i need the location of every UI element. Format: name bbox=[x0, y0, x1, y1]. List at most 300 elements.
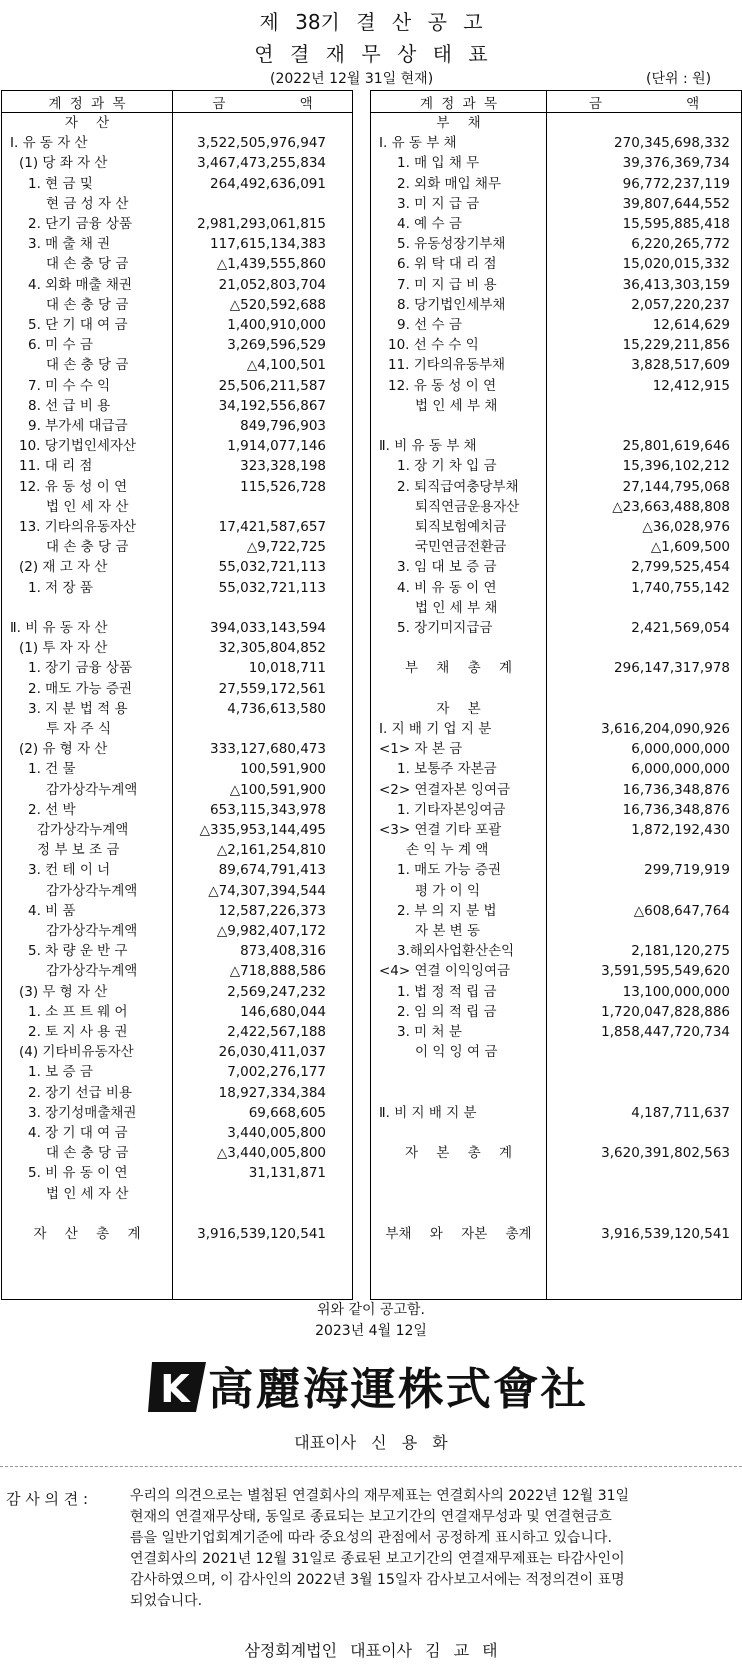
statement-title: 연 결 재 무 상 태 표 bbox=[254, 42, 488, 66]
amount-value: 32,305,804,852 bbox=[218, 640, 326, 657]
asset-row bbox=[2, 436, 352, 457]
amount-value: 2,981,293,061,815 bbox=[197, 216, 326, 232]
col-account-header: 계 정 과 목 bbox=[48, 96, 126, 112]
asset-row bbox=[2, 1103, 352, 1124]
amount-value: 6,000,000,000 bbox=[631, 761, 730, 778]
account-name: 2. 임 의 적 립 금 bbox=[397, 1003, 497, 1020]
liability-row bbox=[371, 840, 741, 861]
asset-row bbox=[2, 941, 352, 962]
account-name: Ⅰ. 유 동 자 산 bbox=[10, 135, 88, 152]
liability-row bbox=[371, 780, 741, 801]
account-name: 5. 차 량 운 반 구 bbox=[28, 943, 128, 960]
account-name: 2. 장기 선급 비용 bbox=[28, 1084, 132, 1101]
account-name: 3. 매 출 채 권 bbox=[28, 236, 111, 253]
account-name: 9. 선 수 금 bbox=[397, 317, 462, 333]
account-name: 3. 지 분 법 적 용 bbox=[28, 700, 128, 717]
liability-row bbox=[371, 396, 741, 417]
amount-value: △718,888,586 bbox=[229, 963, 326, 980]
ceo-signature: 대표이사 신 용 화 bbox=[294, 1433, 448, 1452]
amount-value: 3,467,473,255,834 bbox=[197, 155, 326, 172]
col-amount-header: 금 액 bbox=[588, 96, 700, 112]
liability-row bbox=[371, 901, 741, 922]
liability-row bbox=[371, 618, 741, 639]
asset-row bbox=[2, 517, 352, 538]
amount-value: 3,828,517,609 bbox=[631, 357, 730, 374]
amount-value: △100,591,900 bbox=[229, 781, 326, 798]
account-name: Ⅱ. 비 유 동 자 산 bbox=[10, 620, 108, 636]
account-name: 12. 유 동 성 이 연 bbox=[19, 478, 128, 495]
asset-row bbox=[2, 1204, 352, 1225]
asset-row bbox=[2, 921, 352, 942]
amount-value: 394,033,143,594 bbox=[210, 620, 326, 636]
liability-row bbox=[371, 860, 741, 881]
amount-value: 296,147,317,978 bbox=[614, 660, 730, 677]
liability-row bbox=[371, 1022, 741, 1043]
liability-row bbox=[371, 295, 741, 316]
amount-value: △520,592,688 bbox=[229, 296, 326, 313]
account-name: 법 인 세 부 채 bbox=[415, 599, 498, 616]
account-name: 부 채 총 계 bbox=[404, 660, 513, 677]
amount-value: 4,736,613,580 bbox=[227, 700, 326, 717]
amount-value: 39,376,369,734 bbox=[622, 155, 730, 172]
asset-row bbox=[2, 961, 352, 982]
amount-value: 27,559,172,561 bbox=[218, 680, 326, 697]
liability-row bbox=[371, 739, 741, 760]
separator-line bbox=[0, 1466, 742, 1467]
account-name: 법 인 세 자 산 bbox=[46, 1185, 129, 1202]
account-name: 퇴직연금운용자산 bbox=[415, 498, 520, 515]
liability-row bbox=[371, 1143, 741, 1164]
account-name: 현 금 성 자 산 bbox=[46, 195, 129, 212]
asset-row bbox=[2, 1123, 352, 1144]
company-logo bbox=[148, 1356, 598, 1418]
liability-row bbox=[371, 1103, 741, 1124]
asset-row bbox=[2, 1042, 352, 1063]
amount-value: 4,187,711,637 bbox=[631, 1104, 730, 1121]
asset-row bbox=[2, 1002, 352, 1023]
amount-value: 12,412,915 bbox=[652, 377, 730, 394]
account-name: 11. 대 리 점 bbox=[19, 458, 93, 475]
account-name: 2. 토 지 사 용 권 bbox=[28, 1024, 128, 1040]
amount-value: 3,522,505,976,947 bbox=[197, 135, 326, 152]
liability-row bbox=[371, 578, 741, 599]
asset-row bbox=[2, 860, 352, 881]
amount-value: 34,192,556,867 bbox=[218, 397, 326, 414]
liability-row bbox=[371, 1163, 741, 1184]
asset-row bbox=[2, 456, 352, 477]
account-name: 8. 선 급 비 용 bbox=[28, 397, 111, 414]
amount-value: △9,722,725 bbox=[246, 539, 326, 556]
account-name: Ⅱ. 비 유 동 부 채 bbox=[379, 438, 477, 455]
amount-value: 96,772,237,119 bbox=[622, 175, 730, 192]
liability-row bbox=[371, 194, 741, 215]
account-name: 11. 기타의유동부채 bbox=[388, 357, 506, 374]
liability-row bbox=[371, 719, 741, 740]
asset-row bbox=[2, 396, 352, 417]
account-name: 법 인 세 부 채 bbox=[415, 397, 498, 414]
shipping-flag-icon bbox=[148, 1362, 206, 1412]
amount-value: 3,440,005,800 bbox=[227, 1125, 326, 1141]
account-name: 9. 부가세 대급금 bbox=[28, 418, 128, 434]
amount-value: 299,719,919 bbox=[644, 862, 730, 879]
audit-opinion-line: 현재의 연결재무상태, 동일로 종료되는 보고기간의 연결재무성과 및 연결현금흐 bbox=[130, 1509, 612, 1525]
account-name: 감가상각누계액 bbox=[37, 822, 129, 838]
asset-row bbox=[2, 355, 352, 376]
asset-row bbox=[2, 1143, 352, 1164]
amount-value: 39,807,644,552 bbox=[622, 195, 730, 212]
amount-value: 55,032,721,113 bbox=[218, 559, 326, 576]
amount-value: 333,127,680,473 bbox=[210, 741, 326, 758]
amount-value: 3,916,539,120,541 bbox=[197, 1226, 326, 1242]
account-name: (2) 재 고 자 산 bbox=[19, 559, 108, 576]
asset-row bbox=[2, 658, 352, 679]
amount-value: 2,422,567,188 bbox=[227, 1024, 326, 1040]
liability-row bbox=[371, 1062, 741, 1083]
amount-value: △36,028,976 bbox=[642, 519, 730, 535]
account-name: 12. 유 동 성 이 연 bbox=[388, 377, 497, 394]
amount-value: 2,569,247,232 bbox=[227, 983, 326, 1000]
account-name: 국민연금전환금 bbox=[415, 539, 507, 556]
asset-row bbox=[2, 477, 352, 498]
account-name: 퇴직보험예치금 bbox=[415, 519, 507, 535]
account-name: 1. 기타자본잉여금 bbox=[397, 801, 506, 818]
liability-row bbox=[371, 436, 741, 457]
account-name: 부 채 bbox=[436, 115, 481, 131]
asset-row bbox=[2, 1184, 352, 1205]
liability-row bbox=[371, 699, 741, 720]
account-name: (1) 투 자 자 산 bbox=[19, 640, 108, 657]
amount-value: 3,269,596,529 bbox=[227, 337, 326, 354]
liability-row bbox=[371, 477, 741, 498]
liability-row bbox=[371, 638, 741, 659]
account-name: 부채 와 자본 총계 bbox=[385, 1226, 532, 1242]
amount-value: 115,526,728 bbox=[240, 478, 326, 495]
assets-table-header bbox=[2, 91, 352, 113]
liabilities-table-header bbox=[371, 91, 741, 113]
amount-value: 15,020,015,332 bbox=[622, 256, 730, 273]
amount-value: 117,615,134,383 bbox=[210, 236, 326, 253]
asset-row bbox=[2, 1224, 352, 1245]
asset-row bbox=[2, 315, 352, 336]
liability-row bbox=[371, 335, 741, 356]
liability-row bbox=[371, 1224, 741, 1245]
asset-row bbox=[2, 557, 352, 578]
liability-row bbox=[371, 537, 741, 558]
liability-row bbox=[371, 133, 741, 154]
account-name: (4) 기타비유동자산 bbox=[19, 1044, 134, 1061]
amount-value: 25,506,211,587 bbox=[218, 377, 326, 394]
asset-row bbox=[2, 133, 352, 154]
account-name: 4. 예 수 금 bbox=[397, 216, 462, 232]
asset-row bbox=[2, 376, 352, 397]
liability-row bbox=[371, 1184, 741, 1205]
account-name: Ⅰ. 지 배 기 업 지 분 bbox=[379, 721, 492, 737]
amount-value: 6,220,265,772 bbox=[631, 236, 730, 253]
svg-text:K: K bbox=[160, 1367, 190, 1411]
liability-row bbox=[371, 254, 741, 275]
amount-value: 873,408,316 bbox=[240, 943, 326, 960]
account-name: 3. 미 지 급 금 bbox=[397, 195, 480, 212]
amount-value: 3,591,595,549,620 bbox=[601, 963, 730, 980]
amount-value: 270,345,698,332 bbox=[614, 135, 730, 152]
account-name: 1. 보 증 금 bbox=[28, 1064, 93, 1081]
liability-row bbox=[371, 497, 741, 518]
col-amount-header: 금 액 bbox=[212, 96, 313, 112]
account-name: 4. 비 품 bbox=[28, 902, 76, 919]
account-name: 자 본 총 계 bbox=[404, 1145, 513, 1162]
amount-value: 21,052,803,704 bbox=[218, 276, 326, 293]
account-name: <3> 연결 기타 포괄 bbox=[379, 822, 502, 838]
notice-date: 2023년 4월 12일 bbox=[315, 1323, 427, 1339]
account-name: (3) 무 형 자 산 bbox=[19, 983, 108, 1000]
account-name: 5. 장기미지급금 bbox=[397, 620, 493, 636]
account-name: 1. 저 장 품 bbox=[28, 579, 93, 596]
amount-value: 1,740,755,142 bbox=[631, 579, 730, 596]
asset-row bbox=[2, 598, 352, 619]
asset-row bbox=[2, 719, 352, 740]
asset-row bbox=[2, 416, 352, 437]
amount-value: 653,115,343,978 bbox=[210, 801, 326, 818]
amount-value: 100,591,900 bbox=[240, 761, 326, 778]
liability-row bbox=[371, 376, 741, 397]
liability-row bbox=[371, 679, 741, 700]
account-name: (2) 유 형 자 산 bbox=[19, 741, 108, 758]
asset-row bbox=[2, 901, 352, 922]
company-name: 高麗海運株式會社 bbox=[208, 1364, 588, 1415]
account-name: 4. 외화 매출 채권 bbox=[28, 276, 132, 293]
account-name: 5. 비 유 동 이 연 bbox=[28, 1165, 128, 1182]
asset-row bbox=[2, 881, 352, 902]
account-name: 3. 컨 테 이 너 bbox=[28, 862, 111, 879]
asset-row bbox=[2, 275, 352, 296]
account-name: 6. 위 탁 대 리 점 bbox=[397, 256, 497, 273]
account-name: 10. 당기법인세자산 bbox=[19, 438, 137, 455]
account-name: 5. 단 기 대 여 금 bbox=[28, 317, 128, 333]
account-name: 대 손 충 당 금 bbox=[46, 357, 129, 374]
account-name: 1. 장 기 차 입 금 bbox=[397, 458, 497, 475]
liability-row bbox=[371, 174, 741, 195]
asset-row bbox=[2, 780, 352, 801]
account-name: 대 손 충 당 금 bbox=[46, 296, 129, 313]
liabilities-equity-table bbox=[370, 90, 742, 1300]
assets-table bbox=[1, 90, 353, 1300]
audit-opinion-text bbox=[130, 1486, 736, 1612]
amount-value: 1,400,910,000 bbox=[227, 317, 326, 333]
account-name: 1. 현 금 및 bbox=[28, 175, 93, 192]
account-name: 1. 보통주 자본금 bbox=[397, 761, 497, 778]
account-name: 2. 외화 매입 채무 bbox=[397, 175, 501, 192]
asset-row bbox=[2, 214, 352, 235]
liability-row bbox=[371, 113, 741, 134]
account-name: 감가상각누계액 bbox=[46, 963, 138, 980]
amount-value: 16,736,348,876 bbox=[622, 781, 730, 798]
account-name: 자 산 총 계 bbox=[33, 1226, 141, 1242]
liability-row bbox=[371, 355, 741, 376]
amount-value: 16,736,348,876 bbox=[622, 801, 730, 818]
liability-row bbox=[371, 416, 741, 437]
amount-value: 17,421,587,657 bbox=[218, 519, 326, 535]
account-name: 1. 장기 금융 상품 bbox=[28, 660, 132, 677]
asset-row bbox=[2, 699, 352, 720]
amount-value: 18,927,334,384 bbox=[218, 1084, 326, 1101]
amount-value: 89,674,791,413 bbox=[218, 862, 326, 879]
liability-row bbox=[371, 658, 741, 679]
amount-value: 31,131,871 bbox=[248, 1165, 326, 1182]
account-name: 3. 미 처 분 bbox=[397, 1024, 462, 1040]
liability-row bbox=[371, 1002, 741, 1023]
account-name: (1) 당 좌 자 산 bbox=[19, 155, 108, 172]
asset-row bbox=[2, 638, 352, 659]
asset-row bbox=[2, 335, 352, 356]
asset-row bbox=[2, 497, 352, 518]
amount-value: 323,328,198 bbox=[240, 458, 326, 475]
amount-value: 3,620,391,802,563 bbox=[601, 1145, 730, 1162]
liability-row bbox=[371, 982, 741, 1003]
amount-value: 849,796,903 bbox=[240, 418, 326, 434]
asset-row bbox=[2, 174, 352, 195]
liability-row bbox=[371, 557, 741, 578]
account-name: 10. 선 수 수 익 bbox=[388, 337, 479, 354]
asset-row bbox=[2, 578, 352, 599]
amount-value: 12,587,226,373 bbox=[218, 902, 326, 919]
asset-row bbox=[2, 759, 352, 780]
amount-value: △74,307,394,544 bbox=[208, 882, 326, 899]
currency-unit: (단위 : 원) bbox=[646, 71, 712, 87]
auditor-signature: 삼정회계법인 대표이사 김 교 태 bbox=[244, 1641, 498, 1660]
account-name: 2. 매도 가능 증권 bbox=[28, 680, 132, 697]
amount-value: 15,396,102,212 bbox=[622, 458, 730, 475]
audit-opinion-line: 우리의 의견으로는 별첨된 연결회사의 재무제표는 연결회사의 2022년 12월 31일 bbox=[130, 1488, 630, 1504]
liability-row bbox=[371, 275, 741, 296]
liability-row bbox=[371, 1083, 741, 1104]
amount-value: 264,492,636,091 bbox=[210, 175, 326, 192]
amount-value: 27,144,795,068 bbox=[622, 478, 730, 495]
amount-value: 2,181,120,275 bbox=[631, 943, 730, 960]
asset-row bbox=[2, 800, 352, 821]
account-name: 정 부 보 조 금 bbox=[37, 842, 120, 859]
account-name: 감가상각누계액 bbox=[46, 923, 138, 939]
amount-value: △9,982,407,172 bbox=[216, 923, 326, 939]
amount-value: △608,647,764 bbox=[633, 902, 730, 919]
account-name: 대 손 충 당 금 bbox=[46, 539, 129, 556]
amount-value: 10,018,711 bbox=[248, 660, 326, 677]
account-name: 감가상각누계액 bbox=[46, 781, 138, 798]
account-name: 4. 장 기 대 여 금 bbox=[28, 1125, 128, 1141]
amount-value: 2,799,525,454 bbox=[631, 559, 730, 576]
asset-row bbox=[2, 153, 352, 174]
asset-row bbox=[2, 537, 352, 558]
liability-row bbox=[371, 214, 741, 235]
liability-row bbox=[371, 820, 741, 841]
amount-value: 2,421,569,054 bbox=[631, 620, 730, 636]
asset-row bbox=[2, 254, 352, 275]
amount-value: 12,614,629 bbox=[652, 317, 730, 333]
account-name: 투 자 주 식 bbox=[46, 721, 112, 737]
account-name: 2. 단기 금융 상품 bbox=[28, 216, 132, 232]
audit-opinion-line: 되었습니다. bbox=[130, 1593, 203, 1609]
account-name: 자 산 bbox=[64, 115, 110, 131]
amount-value: △1,609,500 bbox=[650, 539, 730, 556]
liability-row bbox=[371, 315, 741, 336]
report-date: (2022년 12월 31일 현재) bbox=[270, 71, 434, 87]
amount-value: 2,057,220,237 bbox=[631, 296, 730, 313]
asset-row bbox=[2, 1083, 352, 1104]
liability-row bbox=[371, 1123, 741, 1144]
col-account-header: 계 정 과 목 bbox=[419, 96, 498, 112]
amount-value: 3,916,539,120,541 bbox=[601, 1226, 730, 1242]
liability-row bbox=[371, 961, 741, 982]
liability-row bbox=[371, 153, 741, 174]
account-name: 13. 기타의유동자산 bbox=[19, 519, 137, 535]
account-name: 대 손 충 당 금 bbox=[46, 256, 129, 273]
account-name: 감가상각누계액 bbox=[46, 882, 138, 899]
amount-value: △3,440,005,800 bbox=[216, 1145, 326, 1162]
liability-row bbox=[371, 456, 741, 477]
liability-row bbox=[371, 800, 741, 821]
audit-opinion-line: 름을 일반기업회계기준에 따라 중요성의 관점에서 공정하게 표시하고 있습니다. bbox=[130, 1530, 612, 1546]
liability-row bbox=[371, 598, 741, 619]
asset-row bbox=[2, 982, 352, 1003]
account-name: 6. 미 수 금 bbox=[28, 337, 93, 354]
account-name: 3.해외사업환산손익 bbox=[397, 943, 515, 960]
account-name: 3. 임 대 보 증 금 bbox=[397, 559, 497, 576]
amount-value: 55,032,721,113 bbox=[218, 579, 326, 596]
account-name: <4> 연결 이익잉여금 bbox=[379, 963, 511, 980]
account-name: 4. 비 유 동 이 연 bbox=[397, 579, 497, 596]
amount-value: 1,872,192,430 bbox=[631, 822, 730, 838]
amount-value: 1,858,447,720,734 bbox=[601, 1024, 730, 1040]
asset-row bbox=[2, 234, 352, 255]
audit-opinion-line: 감사하였으며, 이 감사인의 2022년 3월 15일자 감사보고서에는 적정의견이 표명 bbox=[130, 1572, 625, 1588]
amount-value: 25,801,619,646 bbox=[622, 438, 730, 455]
amount-value: 36,413,303,159 bbox=[622, 276, 730, 293]
asset-row bbox=[2, 739, 352, 760]
audit-opinion-line: 연결회사의 2021년 12월 31일로 종료된 보고기간의 연결재무제표는 타감사인이 bbox=[130, 1551, 625, 1567]
amount-value: △23,663,488,808 bbox=[612, 498, 730, 515]
amount-value: 3,616,204,090,926 bbox=[601, 721, 730, 737]
amount-value: 13,100,000,000 bbox=[622, 983, 730, 1000]
amount-value: △2,161,254,810 bbox=[216, 842, 326, 859]
asset-row bbox=[2, 1062, 352, 1083]
account-name: 3. 장기성매출채권 bbox=[28, 1104, 137, 1121]
account-name: 손 익 누 계 액 bbox=[406, 842, 489, 859]
liability-row bbox=[371, 759, 741, 780]
audit-opinion-label: 감 사 의 견 : bbox=[6, 1490, 89, 1508]
liability-row bbox=[371, 941, 741, 962]
amount-value: 6,000,000,000 bbox=[631, 741, 730, 758]
account-name: 자 본 bbox=[436, 700, 481, 717]
account-name: <2> 연결자본 잉여금 bbox=[379, 781, 511, 798]
asset-row bbox=[2, 1163, 352, 1184]
account-name: 1. 건 물 bbox=[28, 761, 76, 778]
account-name: 평 가 이 익 bbox=[415, 882, 481, 899]
notice-statement: 위와 같이 공고함. bbox=[316, 1302, 426, 1318]
amount-value: △4,100,501 bbox=[246, 357, 326, 374]
amount-value: △335,953,144,495 bbox=[199, 822, 326, 838]
amount-value: 15,229,211,856 bbox=[622, 337, 730, 354]
liability-row bbox=[371, 881, 741, 902]
account-name: 이 익 잉 여 금 bbox=[415, 1044, 498, 1061]
account-name: 2. 퇴직급여충당부채 bbox=[397, 478, 519, 495]
asset-row bbox=[2, 1022, 352, 1043]
account-name: 대 손 충 당 금 bbox=[46, 1145, 129, 1162]
account-name: 8. 당기법인세부채 bbox=[397, 296, 506, 313]
amount-value: 26,030,411,037 bbox=[218, 1044, 326, 1061]
amount-value: 7,002,276,177 bbox=[227, 1064, 326, 1081]
account-name: 5. 유동성장기부채 bbox=[397, 236, 506, 253]
amount-value: 15,595,885,418 bbox=[622, 216, 730, 232]
account-name: 1. 소 프 트 웨 어 bbox=[28, 1003, 128, 1020]
